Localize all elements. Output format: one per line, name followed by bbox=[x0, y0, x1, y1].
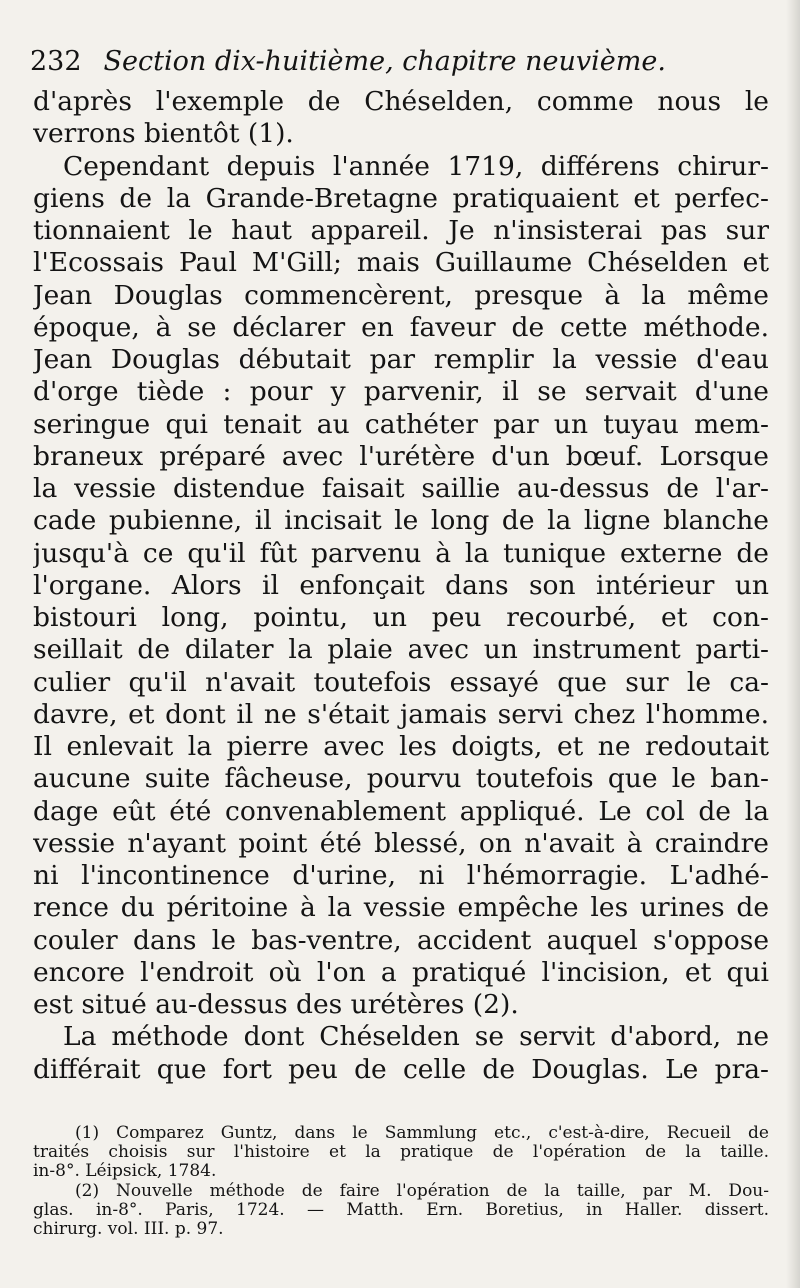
text-line: ni l'incontinence d'urine, ni l'hémorragie. L'adhé- bbox=[33, 860, 769, 891]
page-number: 232 bbox=[30, 46, 82, 77]
text-line: verrons bientôt (1). bbox=[33, 118, 294, 150]
text-line: d'après l'exemple de Chéselden, comme nous le bbox=[33, 86, 769, 117]
text-line: cade pubienne, il incisait le long de la ligne blanche bbox=[33, 505, 769, 537]
text-line: seillait de dilater la plaie avec un instrument parti- bbox=[33, 634, 769, 666]
text-line: vessie n'ayant point été blessé, on n'avait à craindre bbox=[33, 827, 769, 859]
text-line: l'Ecossais Paul M'Gill; mais Guillaume Chéselden et bbox=[33, 247, 769, 279]
footnote-line: traités choisis sur l'histoire et la pratique de l'opération de la taille. bbox=[33, 1143, 769, 1163]
text-line: encore l'endroit où l'on a pratiqué l'incision, et qui bbox=[33, 956, 769, 988]
footnote-line: (1) Comparez Guntz, dans le Sammlung etc., c'est-à-dire, Recueil de bbox=[75, 1124, 769, 1143]
text-line: Jean Douglas débutait par remplir la vessie d'eau bbox=[33, 344, 769, 375]
text-line: jusqu'à ce qu'il fût parvenu à la tunique externe de bbox=[33, 537, 769, 569]
text-line: dage eût été convenablement appliqué. Le col de la bbox=[33, 795, 769, 827]
text-line: braneux préparé avec l'urétère d'un bœuf. Lorsque bbox=[33, 440, 769, 472]
text-line: Jean Douglas commencèrent, presque à la même bbox=[33, 279, 769, 311]
text-line: la vessie distendue faisait saillie au-dessus de l'ar- bbox=[33, 473, 769, 504]
footnotes bbox=[33, 1124, 769, 1239]
text-line: l'organe. Alors il enfonçait dans son intérieur un bbox=[33, 569, 769, 601]
footnote-line: in-8°. Léipsick, 1784. bbox=[33, 1162, 217, 1182]
text-line: différait que fort peu de celle de Douglas. Le pra- bbox=[33, 1053, 769, 1085]
text-line: davre, et dont il ne s'était jamais servi chez l'homme. bbox=[33, 698, 769, 730]
text-line: La méthode dont Chéselden se servit d'abord, ne bbox=[63, 1021, 769, 1053]
footnote-line: chirurg. vol. III. p. 97. bbox=[33, 1219, 224, 1239]
text-line: d'orge tiède : pour y parvenir, il se servait d'une bbox=[33, 376, 769, 408]
text-line: culier qu'il n'avait toutefois essayé que sur le ca- bbox=[33, 666, 769, 698]
text-line: bistouri long, pointu, un peu recourbé, et con- bbox=[33, 602, 769, 633]
footnote-line: (2) Nouvelle méthode de faire l'opération de la taille, par M. Dou- bbox=[75, 1181, 769, 1201]
text-line: rence du péritoine à la vessie empêche les urines de bbox=[33, 892, 769, 924]
body-text bbox=[33, 86, 769, 1086]
text-line: époque, à se déclarer en faveur de cette méthode. bbox=[33, 311, 769, 343]
text-line: giens de la Grande-Bretagne pratiquaient et perfec- bbox=[33, 182, 769, 214]
text-line: aucune suite fâcheuse, pourvu toutefois que le ban- bbox=[33, 763, 769, 795]
text-line: Cependant depuis l'année 1719, différens chirur- bbox=[63, 150, 769, 182]
text-line: couler dans le bas-ventre, accident auquel s'oppose bbox=[33, 924, 769, 956]
running-title: Section dix-huitième, chapitre neuvième. bbox=[103, 46, 666, 77]
text-line: seringue qui tenait au cathéter par un tuyau mem- bbox=[33, 408, 769, 440]
footnote-line: glas. in-8°. Paris, 1724. — Matth. Ern. Boretius, in Haller. dissert. bbox=[33, 1200, 769, 1220]
text-line: Il enlevait la pierre avec les doigts, et ne redoutait bbox=[33, 731, 769, 762]
page-edge-shadow bbox=[786, 0, 800, 1288]
text-line: tionnaient le haut appareil. Je n'insisterai pas sur bbox=[33, 215, 769, 246]
text-line: est situé au-dessus des urétères (2). bbox=[33, 989, 519, 1020]
page-header bbox=[30, 44, 770, 80]
